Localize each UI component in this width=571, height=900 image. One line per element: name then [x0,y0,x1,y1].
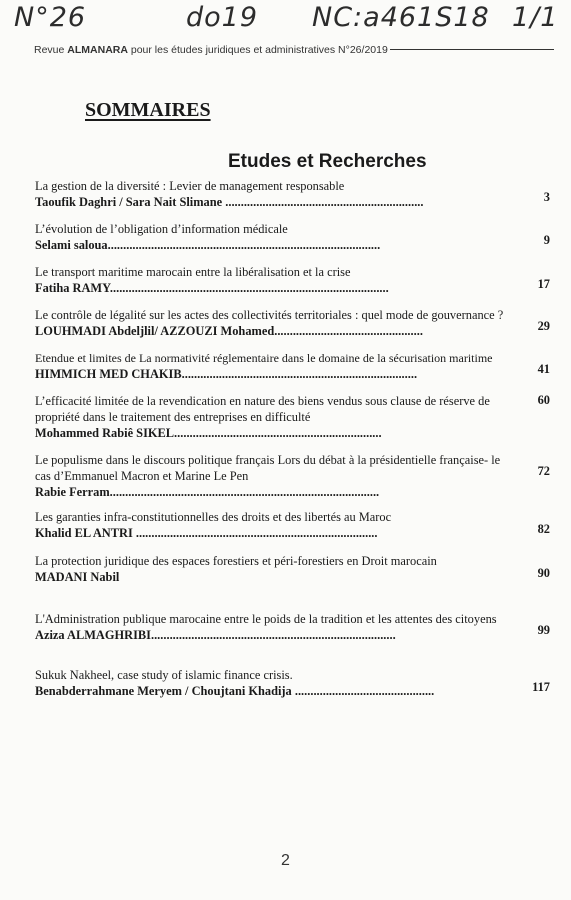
handwritten-date-note: do19 [186,2,259,33]
header-rule [390,49,554,50]
entry-title: L’efficacité limitée de la revendication en nature des biens vendus sous clause de réserve de propriété dans le traitement des entreprises en difficulté [35,394,490,424]
entry-page: 90 [537,566,550,580]
entry-author: Rabie Ferram....................................................................................... [35,485,380,499]
entry-title: Sukuk Nakheel, case study of islamic finance crisis. [35,668,293,682]
entry-author: Fatiha RAMY.......................................................................................... [35,281,389,295]
handwritten-issue-number: N°26 [14,2,87,33]
entry-author: LOUHMADI Abdeljlil/ AZZOUZI Mohamed................................................ [35,324,423,338]
entry-author: Selami saloua........................................................................................ [35,238,381,252]
toc-entry [35,221,550,253]
entry-title: La gestion de la diversité : Levier de management responsable [35,179,345,193]
entry-page: 3 [543,190,550,204]
header-journal-name: ALMANARA [67,44,128,56]
entry-title: Les garanties infra-constitutionnelles des droits et des libertés au Maroc [35,510,392,524]
entry-author: MADANI Nabil [35,570,120,584]
handwritten-reference: NC:a461S18 [312,2,490,33]
section-heading: Etudes et Recherches [228,151,427,172]
page-number: 2 [281,852,290,869]
entry-page: 41 [537,362,550,376]
entry-page: 117 [532,680,550,694]
toc-entry [35,611,550,643]
entry-page: 9 [543,233,550,247]
toc-entry [35,178,550,210]
header-suffix: pour les études juridiques et administratives N°26/2019 [127,44,388,56]
entry-title: L’évolution de l’obligation d’information médicale [35,222,288,236]
entry-title: Etendue et limites de La normativité réglementaire dans le domaine de la sécurisation maritime [35,351,493,365]
toc-entry [35,393,550,441]
entry-author: Mohammed Rabiê SIKEL................................................................... [35,426,382,440]
entry-page: 17 [537,277,550,291]
entry-page: 60 [537,393,550,407]
running-header [34,44,554,56]
header-prefix: Revue [34,44,68,56]
entry-page: 82 [537,522,550,536]
toc-entry [35,553,550,585]
entry-title: Le populisme dans le discours politique français Lors du débat à la présidentielle française- le cas d’Emmanuel Macron et Marine Le Pen [35,453,501,483]
page-title: SOMMAIRES [85,99,211,121]
toc-entry [35,452,550,500]
handwritten-page-count: 1/1 [512,2,559,33]
entry-author: Aziza ALMAGHRIBI............................................................................... [35,628,396,642]
entry-author: Khalid EL ANTRI .............................................................................. [35,526,378,540]
entry-title: Le transport maritime marocain entre la libéralisation et la crise [35,265,351,279]
entry-page: 99 [537,623,550,637]
toc-entry [35,264,550,296]
entry-title: L'Administration publique marocaine entre le poids de la tradition et les attentes des citoyens [35,612,497,626]
entry-author: HIMMICH MED CHAKIB............................................................................ [35,367,418,381]
entry-page: 72 [537,464,550,478]
entry-title: La protection juridique des espaces forestiers et péri-forestiers en Droit marocain [35,554,437,568]
toc-entry [35,667,550,699]
toc-entry [35,509,550,541]
entry-author: Taoufik Daghri / Sara Nait Slimane ................................................................ [35,195,424,209]
entry-title: Le contrôle de légalité sur les actes des collectivités territoriales : quel mode de gouvernance ? [35,308,504,322]
entry-page: 29 [537,319,550,333]
toc-entry [35,350,550,382]
entry-author: Benabderrahmane Meryem / Choujtani Khadija ............................................. [35,684,435,698]
toc-entry [35,307,550,339]
